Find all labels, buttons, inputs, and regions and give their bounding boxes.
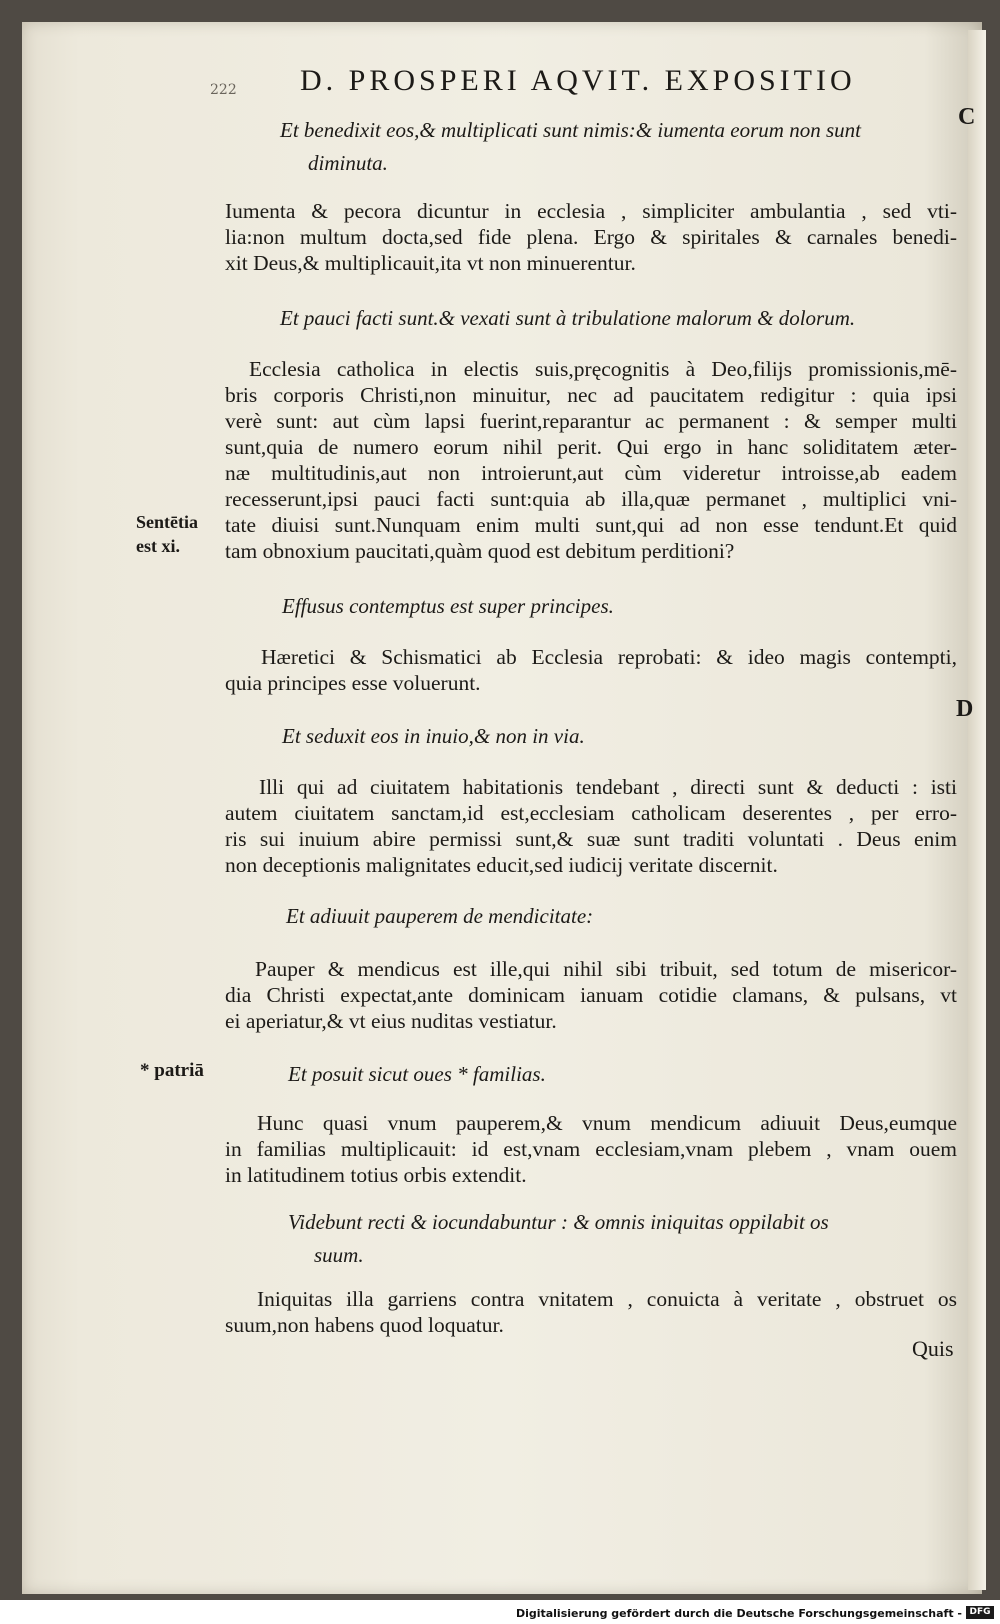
commentary-paragraph — [225, 956, 957, 1034]
page-edge — [968, 30, 986, 1590]
verse-line: diminuta. — [308, 151, 388, 175]
verse-line: suum. — [314, 1243, 364, 1267]
text-line: tam obnoxium paucitati,quàm quod est debitum perditioni? — [225, 539, 735, 563]
running-header: D. PROSPERI AQVIT. EXPOSITIO — [300, 64, 856, 97]
text-line: suum,non habens quod loquatur. — [225, 1313, 504, 1337]
commentary-paragraph — [225, 356, 957, 564]
text-line: xit Deus,& multiplicauit,ita vt non minuerentur. — [225, 251, 636, 275]
text-line: verè sunt: aut cùm lapsi fuerint,reparantur ac permanent : & semper multi — [225, 409, 957, 433]
marginal-note-line: Sentētia — [136, 512, 198, 532]
verse-line: Effusus contemptus est super principes. — [282, 594, 614, 618]
text-line: recesserunt,ipsi pauci facti sunt:quia ab illa,quæ permanet , multiplici vni- — [225, 487, 957, 511]
psalm-verse — [288, 1058, 546, 1091]
psalm-verse — [280, 302, 855, 335]
commentary-paragraph — [225, 198, 957, 276]
margin-letter-c: C — [958, 104, 976, 130]
footer-credit: Digitalisierung gefördert durch die Deutsche Forschungsgemeinschaft - — [515, 1607, 962, 1620]
text-line: ei aperiatur,& vt eius nuditas vestiatur. — [225, 1009, 557, 1033]
marginal-note-sententia — [136, 510, 198, 558]
text-line: Ecclesia catholica in electis suis,pręcognitis à Deo,filijs promissionis,mē- — [249, 357, 957, 381]
text-line: lia:non multum docta,sed fide plena. Ergo & spiritales & carnales benedi- — [225, 225, 957, 249]
commentary-paragraph — [225, 644, 957, 696]
marginal-note-line: est xi. — [136, 536, 180, 556]
verse-line: Et seduxit eos in inuio,& non in via. — [282, 724, 585, 748]
psalm-verse — [282, 590, 614, 623]
text-line: autem ciuitatem sanctam,id est,ecclesiam catholicam deserentes , per erro- — [225, 801, 957, 825]
text-line: dia Christi expectat,ante dominicam ianuam cotidie clamans, & pulsans, vt — [225, 983, 957, 1007]
text-line: in latitudinem totius orbis extendit. — [225, 1163, 527, 1187]
text-line: quia principes esse voluerunt. — [225, 671, 481, 695]
verse-line: Et adiuuit pauperem de mendicitate: — [286, 904, 594, 928]
text-line: Iniquitas illa garriens contra vnitatem , conuicta à veritate , obstruet os — [257, 1287, 957, 1311]
text-line: Iumenta & pecora dicuntur in ecclesia , simpliciter ambulantia , sed vti- — [225, 199, 957, 223]
psalm-verse — [282, 720, 585, 753]
text-line: bris corporis Christi,non minuitur, nec ad paucitatem redigitur : quia ipsi — [225, 383, 957, 407]
text-line: non deceptionis malignitates educit,sed iudicij veritate discernit. — [225, 853, 778, 877]
text-line: in familias multiplicauit: id est,vnam ecclesiam,vnam plebem , vnam ouem — [225, 1137, 957, 1161]
text-line: ris sui inuium abire permissi sunt,& suæ sunt traditi voluntati . Deus enim — [225, 827, 957, 851]
dfg-logo: DFG — [966, 1606, 994, 1619]
marginal-note-patria: * patriā — [140, 1060, 204, 1081]
commentary-paragraph — [225, 1286, 957, 1338]
verse-line: Et posuit sicut oues * familias. — [288, 1062, 546, 1086]
text-line: Illi qui ad ciuitatem habitationis tendebant , directi sunt & deducti : isti — [259, 775, 957, 799]
text-line: næ multitudinis,aut non introierunt,aut cùm videretur introisse,ab eadem — [225, 461, 957, 485]
psalm-verse — [286, 900, 593, 933]
catchword: Quis — [912, 1336, 954, 1361]
text-line: Hunc quasi vnum pauperem,& vnum mendicum adiuuit Deus,eumque — [257, 1111, 957, 1135]
verse-line: Et pauci facti sunt.& vexati sunt à tribulatione malorum & dolorum. — [280, 306, 856, 330]
page-number-mark: 222 — [210, 82, 237, 98]
psalm-verse — [288, 1206, 908, 1272]
commentary-paragraph — [225, 1110, 957, 1188]
psalm-verse — [280, 114, 900, 180]
verse-line: Videbunt recti & iocundabuntur : & omnis iniquitas oppilabit os — [288, 1210, 829, 1234]
margin-letter-d: D — [956, 696, 974, 722]
commentary-paragraph — [225, 774, 957, 878]
text-line: tate diuisi sunt.Nunquam enim multi sunt,qui ad non esse tendunt.Et quid — [225, 513, 957, 537]
text-line: Pauper & mendicus est ille,qui nihil sibi tribuit, sed totum de misericor- — [255, 957, 957, 981]
text-line: Hæretici & Schismatici ab Ecclesia reprobati: & ideo magis contempti, — [261, 645, 957, 669]
text-line: sunt,quia de numero eorum nihil perit. Qui ergo in hanc soliditatem æter- — [225, 435, 957, 459]
verse-line: Et benedixit eos,& multiplicati sunt nimis:& iumenta eorum non sunt — [280, 118, 861, 142]
